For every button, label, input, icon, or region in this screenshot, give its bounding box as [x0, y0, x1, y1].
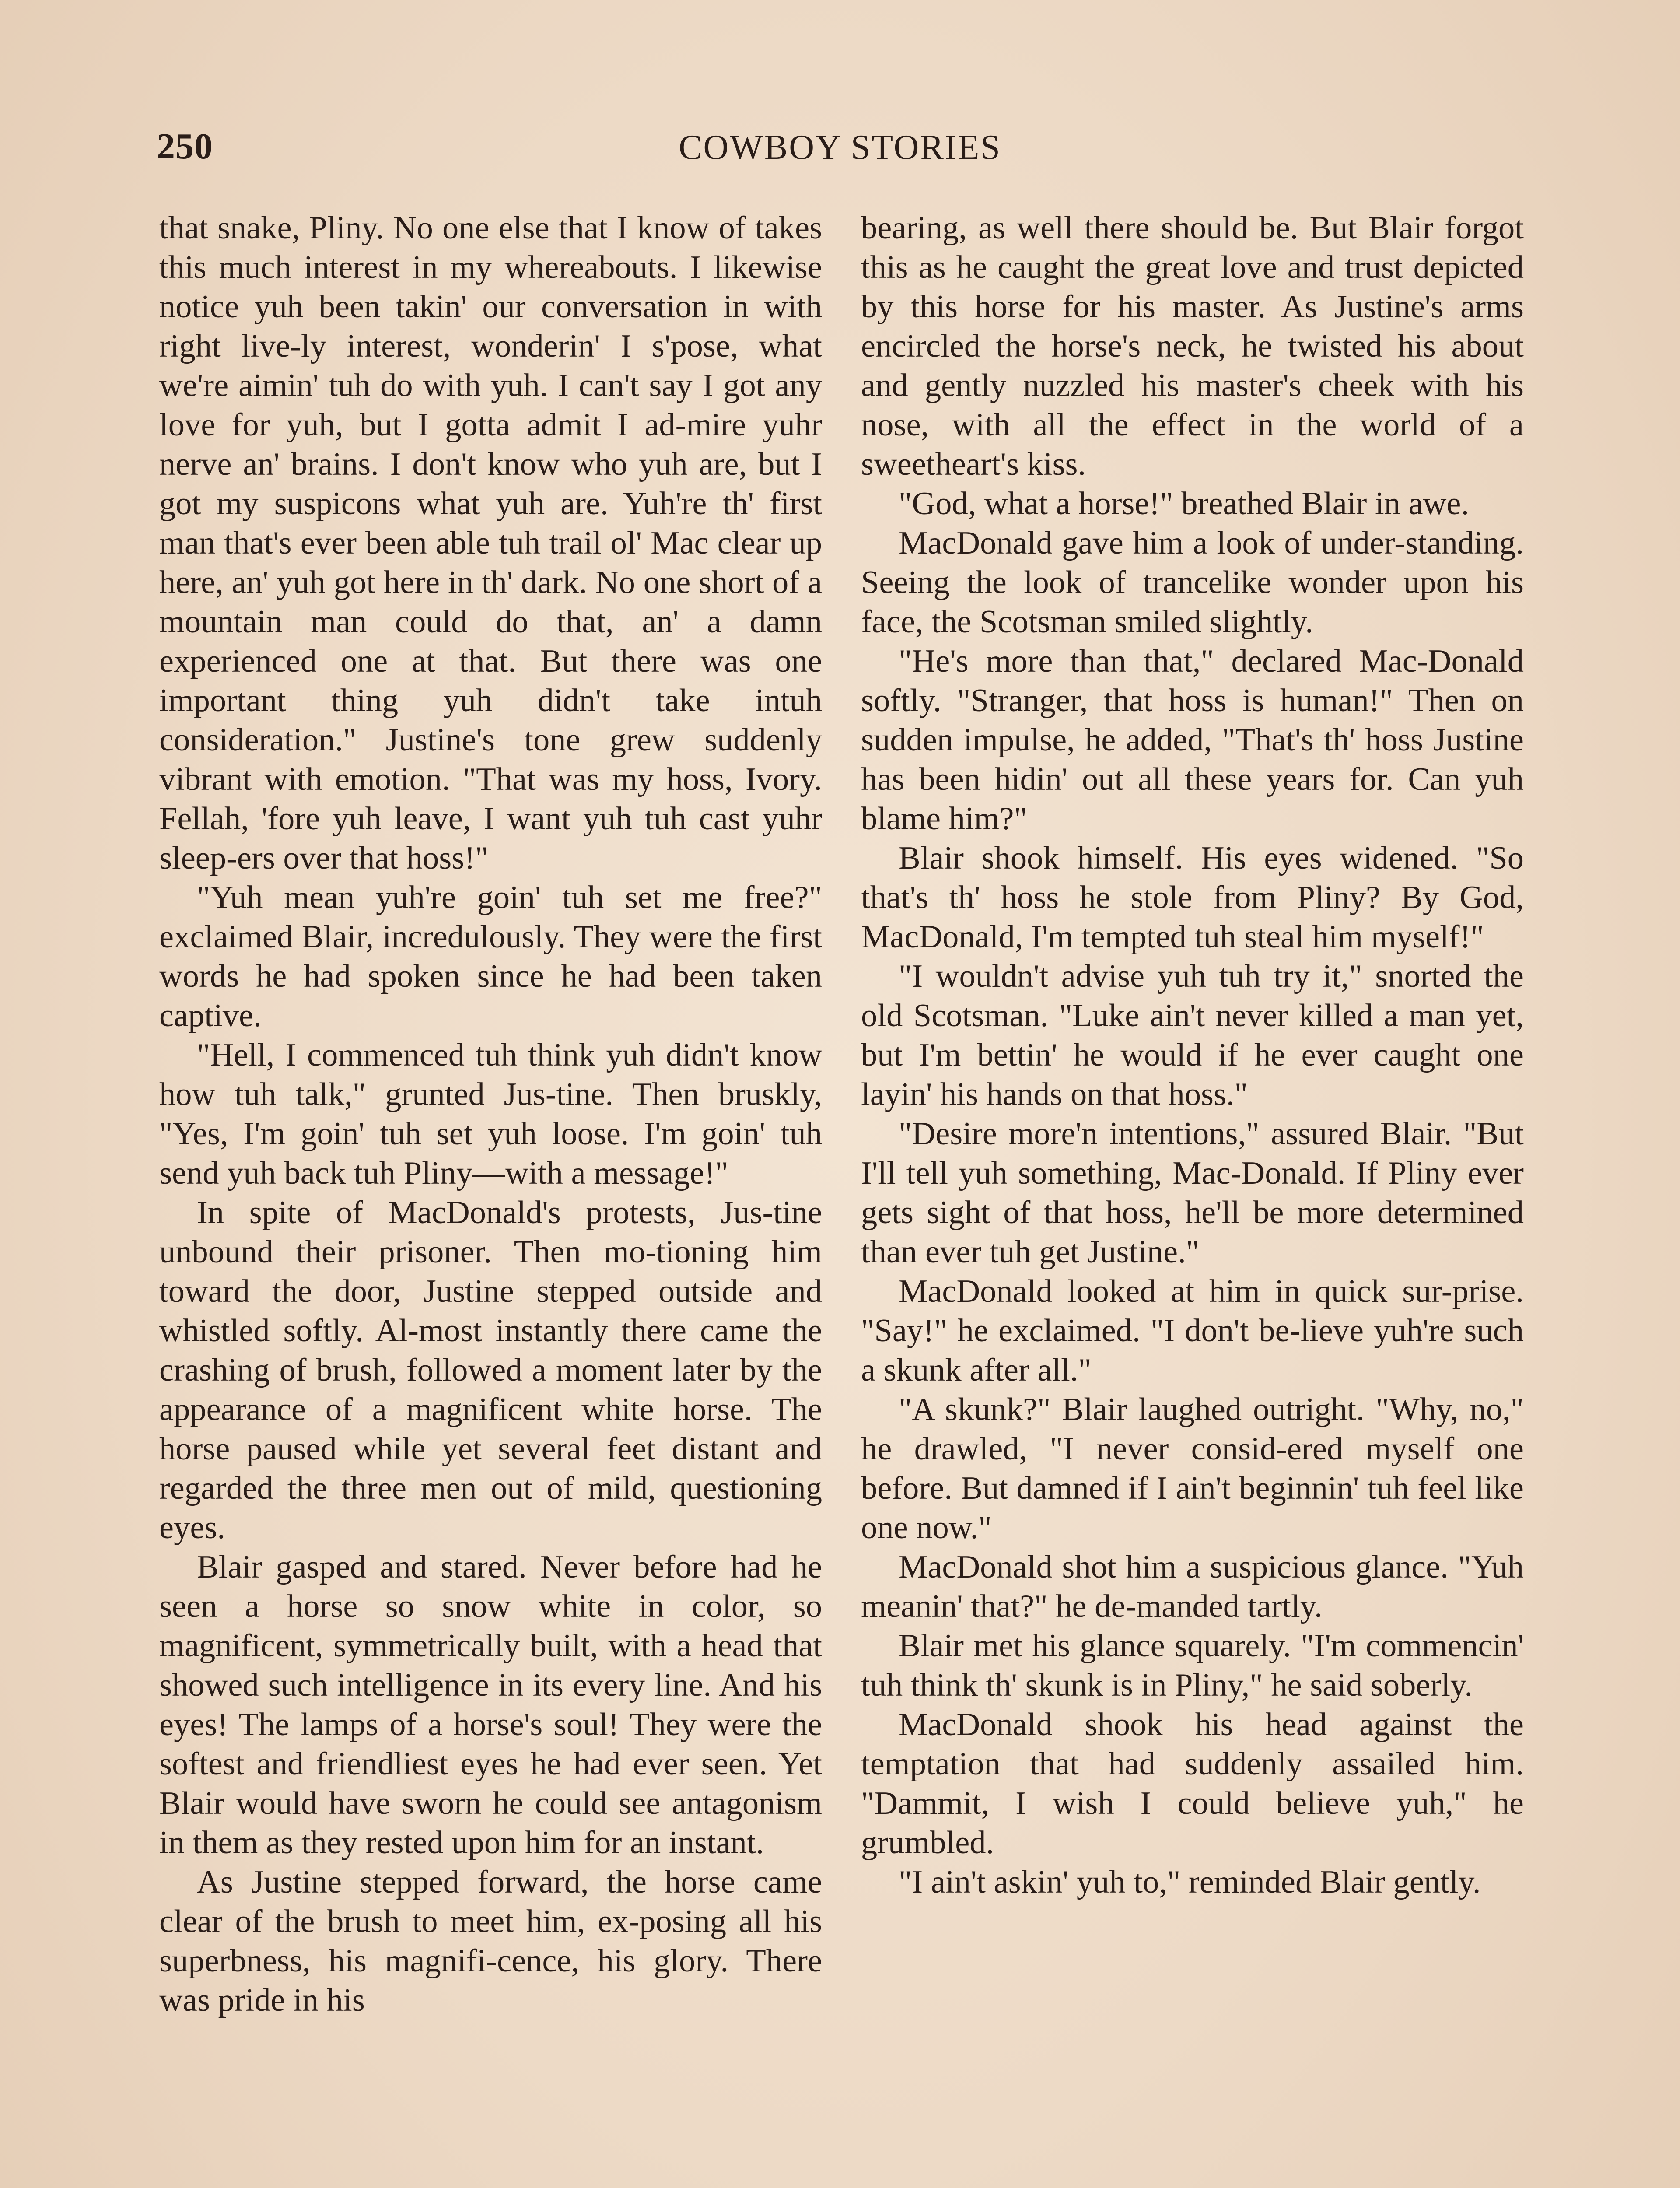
paragraph: MacDonald gave him a look of under-standing. Seeing the look of trancelike wonder upon his face, the Scotsman smiled slightly. [861, 525, 1524, 640]
paragraph: bearing, as well there should be. But Blair forgot this as he caught the great love and trust depicted by this horse for his master. As Justine's arms encircled the horse's neck, he twisted his about and gently nuzzled his master's cheek with his nose, with all the effect in the world of a sweetheart's kiss. [861, 210, 1524, 482]
paragraph: "Hell, I commenced tuh think yuh didn't know how tuh talk," grunted Jus-tine. Then bruskly, "Yes, I'm goin' tuh set yuh loose. I'm goin' tuh send yuh back tuh Pliny—with a message!" [159, 1037, 822, 1191]
paragraph: MacDonald shook his head against the temptation that had suddenly assailed him. "Dammit, I wish I could believe yuh," he grumbled. [861, 1707, 1524, 1861]
paragraph: "He's more than that," declared Mac-Donald softly. "Stranger, that hoss is human!" Then on sudden impulse, he added, "That's th' hoss Justine has been hidin' out all these years for. Can yuh blame him?" [861, 643, 1524, 837]
left-text-column [159, 208, 822, 2020]
right-text-column [861, 208, 1524, 1902]
paragraph: As Justine stepped forward, the horse came clear of the brush to meet him, ex-posing all his superbness, his magnifi-cence, his glory. There was pride in his [159, 1864, 822, 2018]
paragraph: that snake, Pliny. No one else that I know of takes this much interest in my whereabouts. I likewise notice yuh been takin' our conversation in with right live-ly interest, wonderin' I s'pose, what we're aimin' tuh do with yuh. I can't say I got any love for yuh, but I gotta admit I ad-mire yuhr nerve an' brains. I don't know who yuh are, but I got my suspicons what yuh are. Yuh're th' first man that's ever been able tuh trail ol' Mac clear up here, an' yuh got here in th' dark. No one short of a mountain man could do that, an' a damn experienced one at that. But there was one important thing yuh didn't take intuh consideration." Justine's tone grew suddenly vibrant with emotion. "That was my hoss, Ivory. Fellah, 'fore yuh leave, I want yuh tuh cast yuhr sleep-ers over that hoss!" [159, 210, 822, 876]
page-number: 250 [157, 126, 213, 167]
paragraph: "Yuh mean yuh're goin' tuh set me free?" exclaimed Blair, incredulously. They were the first words he had spoken since he had been taken captive. [159, 880, 822, 1034]
running-title: COWBOY STORIES [679, 128, 1001, 167]
paragraph: Blair shook himself. His eyes widened. "So that's th' hoss he stole from Pliny? By God, MacDonald, I'm tempted tuh steal him myself!" [861, 840, 1524, 955]
paragraph: MacDonald looked at him in quick sur-prise. "Say!" he exclaimed. "I don't be-lieve yuh're such a skunk after all." [861, 1273, 1524, 1388]
paragraph: "Desire more'n intentions," assured Blair. "But I'll tell yuh something, Mac-Donald. If Pliny ever gets sight of that hoss, he'll be more determined than ever tuh get Justine." [861, 1116, 1524, 1270]
paragraph: "A skunk?" Blair laughed outright. "Why, no," he drawled, "I never consid-ered myself one before. But damned if I ain't beginnin' tuh feel like one now." [861, 1392, 1524, 1546]
paragraph: MacDonald shot him a suspicious glance. "Yuh meanin' that?" he de-manded tartly. [861, 1549, 1524, 1624]
paragraph: "I wouldn't advise yuh tuh try it," snorted the old Scotsman. "Luke ain't never killed a man yet, but I'm bettin' he would if he ever caught one layin' his hands on that hoss." [861, 958, 1524, 1112]
paragraph: Blair met his glance squarely. "I'm commencin' tuh think th' skunk is in Pliny," he said soberly. [861, 1628, 1524, 1703]
paragraph: In spite of MacDonald's protests, Jus-tine unbound their prisoner. Then mo-tioning him toward the door, Justine stepped outside and whistled softly. Al-most instantly there came the crashing of brush, followed a moment later by the appearance of a magnificent white horse. The horse paused while yet several feet distant and regarded the three men out of mild, questioning eyes. [159, 1195, 822, 1546]
paragraph: "I ain't askin' yuh to," reminded Blair gently. [899, 1864, 1481, 1900]
paragraph: "God, what a horse!" breathed Blair in awe. [899, 486, 1470, 522]
paragraph: Blair gasped and stared. Never before had he seen a horse so snow white in color, so magnificent, symmetrically built, with a head that showed such intelligence in its every line. And his eyes! The lamps of a horse's soul! They were the softest and friendliest eyes he had ever seen. Yet Blair would have sworn he could see antagonism in them as they rested upon him for an instant. [159, 1549, 822, 1861]
